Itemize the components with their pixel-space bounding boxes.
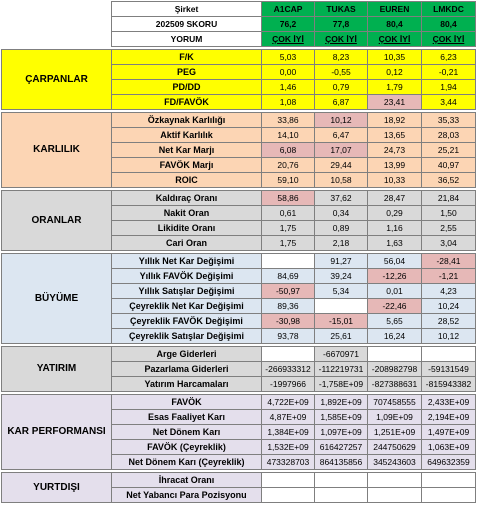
value-cell[interactable]: -208982798: [368, 362, 422, 377]
category-cell[interactable]: KAR PERFORMANSI: [2, 395, 112, 470]
rating-value[interactable]: ÇOK İYİ: [422, 32, 476, 47]
header-row: [2, 32, 476, 47]
value-cell[interactable]: [262, 488, 315, 503]
value-cell[interactable]: 1,46: [262, 80, 315, 95]
value-cell[interactable]: 3,04: [422, 236, 476, 251]
value-cell[interactable]: 345243603: [368, 455, 422, 470]
value-cell[interactable]: -30,98: [262, 314, 315, 329]
value-cell[interactable]: 1,097E+09: [315, 425, 368, 440]
metric-label[interactable]: Net Dönem Karı (Çeyreklik): [112, 455, 262, 470]
value-cell[interactable]: -0,55: [315, 65, 368, 80]
value-cell[interactable]: 13,65: [368, 128, 422, 143]
value-cell[interactable]: 1,08: [262, 95, 315, 110]
value-cell[interactable]: 0,61: [262, 206, 315, 221]
value-cell[interactable]: -112219731: [315, 362, 368, 377]
value-cell[interactable]: -1,758E+09: [315, 377, 368, 392]
value-cell[interactable]: 1,063E+09: [422, 440, 476, 455]
metric-label[interactable]: Çeyreklik FAVÖK Değişimi: [112, 314, 262, 329]
value-cell[interactable]: 39,24: [315, 269, 368, 284]
value-cell[interactable]: 36,52: [422, 173, 476, 188]
metric-label[interactable]: Kaldıraç Oranı: [112, 191, 262, 206]
company-name[interactable]: A1CAP: [262, 2, 315, 17]
metric-label[interactable]: Pazarlama Giderleri: [112, 362, 262, 377]
value-cell[interactable]: -266933312: [262, 362, 315, 377]
metric-label[interactable]: FAVÖK: [112, 395, 262, 410]
value-cell[interactable]: 1,75: [262, 221, 315, 236]
value-cell[interactable]: 59,10: [262, 173, 315, 188]
value-cell[interactable]: -15,01: [315, 314, 368, 329]
value-cell[interactable]: 5,65: [368, 314, 422, 329]
value-cell[interactable]: 0,79: [315, 80, 368, 95]
header-blank-cell: [2, 17, 112, 32]
company-name[interactable]: TUKAS: [315, 2, 368, 17]
value-cell[interactable]: 1,09E+09: [368, 410, 422, 425]
rating-value[interactable]: ÇOK İYİ: [262, 32, 315, 47]
score-value[interactable]: 80,4: [422, 17, 476, 32]
value-cell[interactable]: -12,26: [368, 269, 422, 284]
metric-label[interactable]: F/K: [112, 50, 262, 65]
metric-label[interactable]: Net Kar Marjı: [112, 143, 262, 158]
value-cell[interactable]: 2,55: [422, 221, 476, 236]
category-cell[interactable]: KARLILIK: [2, 113, 112, 188]
company-name[interactable]: EUREN: [368, 2, 422, 17]
value-cell[interactable]: -22,46: [368, 299, 422, 314]
value-cell[interactable]: 18,92: [368, 113, 422, 128]
value-cell[interactable]: 58,86: [262, 191, 315, 206]
metric-label[interactable]: PD/DD: [112, 80, 262, 95]
value-cell[interactable]: 6,23: [422, 50, 476, 65]
metric-label[interactable]: Arge Giderleri: [112, 347, 262, 362]
category-cell[interactable]: BÜYÜME: [2, 254, 112, 344]
value-cell[interactable]: 649632359: [422, 455, 476, 470]
value-cell[interactable]: 10,35: [368, 50, 422, 65]
value-cell[interactable]: [315, 299, 368, 314]
category-cell[interactable]: YATIRIM: [2, 347, 112, 392]
value-cell[interactable]: 10,33: [368, 173, 422, 188]
value-cell[interactable]: 0,00: [262, 65, 315, 80]
metric-label[interactable]: Çeyreklik Satışlar Değişimi: [112, 329, 262, 344]
value-cell[interactable]: 6,47: [315, 128, 368, 143]
rating-value[interactable]: ÇOK İYİ: [315, 32, 368, 47]
metric-label[interactable]: İhracat Oranı: [112, 473, 262, 488]
value-cell[interactable]: 5,03: [262, 50, 315, 65]
value-cell[interactable]: 3,44: [422, 95, 476, 110]
value-cell[interactable]: 2,194E+09: [422, 410, 476, 425]
value-cell[interactable]: 10,58: [315, 173, 368, 188]
value-cell[interactable]: 13,99: [368, 158, 422, 173]
value-cell[interactable]: 14,10: [262, 128, 315, 143]
metric-row: [2, 395, 476, 410]
value-cell[interactable]: 473328703: [262, 455, 315, 470]
metric-label[interactable]: Yıllık FAVÖK Değişimi: [112, 269, 262, 284]
value-cell[interactable]: 1,892E+09: [315, 395, 368, 410]
value-cell[interactable]: 10,12: [422, 329, 476, 344]
header-label[interactable]: Şirket: [112, 2, 262, 17]
value-cell[interactable]: 0,12: [368, 65, 422, 80]
value-cell[interactable]: 10,12: [315, 113, 368, 128]
metric-row: [2, 50, 476, 65]
metric-row: [2, 254, 476, 269]
header-blank-cell: [2, 32, 112, 47]
value-cell[interactable]: [422, 473, 476, 488]
metric-label[interactable]: PEG: [112, 65, 262, 80]
category-cell[interactable]: ORANLAR: [2, 191, 112, 251]
value-cell[interactable]: 864135856: [315, 455, 368, 470]
value-cell[interactable]: 0,89: [315, 221, 368, 236]
value-cell[interactable]: 20,76: [262, 158, 315, 173]
header-row: [2, 2, 476, 17]
score-value[interactable]: 77,8: [315, 17, 368, 32]
value-cell[interactable]: -1,21: [422, 269, 476, 284]
metric-label[interactable]: FAVÖK Marjı: [112, 158, 262, 173]
value-cell[interactable]: 28,52: [422, 314, 476, 329]
value-cell[interactable]: 4,23: [422, 284, 476, 299]
value-cell[interactable]: 93,78: [262, 329, 315, 344]
value-cell[interactable]: 707458555: [368, 395, 422, 410]
value-cell[interactable]: [368, 347, 422, 362]
value-cell[interactable]: 4,87E+09: [262, 410, 315, 425]
metric-label[interactable]: Özkaynak Karlılığı: [112, 113, 262, 128]
metric-label[interactable]: Yıllık Net Kar Değişimi: [112, 254, 262, 269]
metric-label[interactable]: Yatırım Harcamaları: [112, 377, 262, 392]
value-cell[interactable]: 1,497E+09: [422, 425, 476, 440]
value-cell[interactable]: 1,50: [422, 206, 476, 221]
metric-label[interactable]: Esas Faaliyet Karı: [112, 410, 262, 425]
header-row: [2, 17, 476, 32]
value-cell[interactable]: 16,24: [368, 329, 422, 344]
metric-label[interactable]: FD/FAVÖK: [112, 95, 262, 110]
value-cell[interactable]: -50,97: [262, 284, 315, 299]
value-cell[interactable]: -59131549: [422, 362, 476, 377]
value-cell[interactable]: 1,251E+09: [368, 425, 422, 440]
value-cell[interactable]: [262, 254, 315, 269]
value-cell[interactable]: 84,69: [262, 269, 315, 284]
value-cell[interactable]: 5,34: [315, 284, 368, 299]
metric-label[interactable]: Yıllık Satışlar Değişimi: [112, 284, 262, 299]
value-cell[interactable]: 37,62: [315, 191, 368, 206]
value-cell[interactable]: 1,75: [262, 236, 315, 251]
value-cell[interactable]: -28,41: [422, 254, 476, 269]
header-label[interactable]: YORUM: [112, 32, 262, 47]
value-cell[interactable]: 2,433E+09: [422, 395, 476, 410]
value-cell[interactable]: 2,18: [315, 236, 368, 251]
value-cell[interactable]: [262, 473, 315, 488]
value-cell[interactable]: 6,87: [315, 95, 368, 110]
value-cell[interactable]: 89,36: [262, 299, 315, 314]
value-cell[interactable]: 23,41: [368, 95, 422, 110]
value-cell[interactable]: 6,08: [262, 143, 315, 158]
comparison-table: [1, 1, 476, 503]
value-cell[interactable]: [368, 473, 422, 488]
value-cell[interactable]: 1,63: [368, 236, 422, 251]
value-cell[interactable]: [315, 473, 368, 488]
value-cell[interactable]: 4,722E+09: [262, 395, 315, 410]
value-cell[interactable]: 0,29: [368, 206, 422, 221]
value-cell[interactable]: 0,34: [315, 206, 368, 221]
value-cell[interactable]: 40,97: [422, 158, 476, 173]
category-cell[interactable]: ÇARPANLAR: [2, 50, 112, 110]
value-cell[interactable]: 10,24: [422, 299, 476, 314]
value-cell[interactable]: 21,84: [422, 191, 476, 206]
metric-label[interactable]: Net Yabancı Para Pozisyonu: [112, 488, 262, 503]
value-cell[interactable]: 17,07: [315, 143, 368, 158]
score-value[interactable]: 76,2: [262, 17, 315, 32]
metric-label[interactable]: Cari Oran: [112, 236, 262, 251]
value-cell[interactable]: -815943382: [422, 377, 476, 392]
value-cell[interactable]: 25,21: [422, 143, 476, 158]
metric-row: [2, 113, 476, 128]
score-value[interactable]: 80,4: [368, 17, 422, 32]
value-cell[interactable]: 616427257: [315, 440, 368, 455]
value-cell[interactable]: 28,47: [368, 191, 422, 206]
value-cell[interactable]: 1,384E+09: [262, 425, 315, 440]
value-cell[interactable]: 1,532E+09: [262, 440, 315, 455]
value-cell[interactable]: 28,03: [422, 128, 476, 143]
metric-label[interactable]: Çeyreklik Net Kar Değişimi: [112, 299, 262, 314]
value-cell[interactable]: -6670971: [315, 347, 368, 362]
metric-label[interactable]: Net Dönem Karı: [112, 425, 262, 440]
value-cell[interactable]: 24,73: [368, 143, 422, 158]
value-cell[interactable]: [422, 488, 476, 503]
value-cell[interactable]: 1,94: [422, 80, 476, 95]
value-cell[interactable]: 56,04: [368, 254, 422, 269]
value-cell[interactable]: [262, 347, 315, 362]
value-cell[interactable]: 33,86: [262, 113, 315, 128]
metric-label[interactable]: ROIC: [112, 173, 262, 188]
value-cell[interactable]: 0,01: [368, 284, 422, 299]
metric-row: [2, 347, 476, 362]
value-cell[interactable]: -0,21: [422, 65, 476, 80]
value-cell[interactable]: 35,33: [422, 113, 476, 128]
value-cell[interactable]: 29,44: [315, 158, 368, 173]
metric-row: [2, 473, 476, 488]
metric-label[interactable]: Aktif Karlılık: [112, 128, 262, 143]
value-cell[interactable]: 1,16: [368, 221, 422, 236]
value-cell[interactable]: 1,585E+09: [315, 410, 368, 425]
value-cell[interactable]: 8,23: [315, 50, 368, 65]
value-cell[interactable]: 91,27: [315, 254, 368, 269]
value-cell[interactable]: [422, 347, 476, 362]
value-cell[interactable]: 25,61: [315, 329, 368, 344]
metric-row: [2, 191, 476, 206]
value-cell[interactable]: [368, 488, 422, 503]
category-cell[interactable]: YURTDIŞI: [2, 473, 112, 503]
metric-label[interactable]: Nakit Oran: [112, 206, 262, 221]
metric-label[interactable]: FAVÖK (Çeyreklik): [112, 440, 262, 455]
rating-value[interactable]: ÇOK İYİ: [368, 32, 422, 47]
header-label[interactable]: 202509 SKORU: [112, 17, 262, 32]
value-cell[interactable]: -1997966: [262, 377, 315, 392]
value-cell[interactable]: 244750629: [368, 440, 422, 455]
value-cell[interactable]: 1,79: [368, 80, 422, 95]
header-blank-cell: [2, 2, 112, 17]
metric-label[interactable]: Likidite Oranı: [112, 221, 262, 236]
company-name[interactable]: LMKDC: [422, 2, 476, 17]
value-cell[interactable]: [315, 488, 368, 503]
value-cell[interactable]: -827388631: [368, 377, 422, 392]
